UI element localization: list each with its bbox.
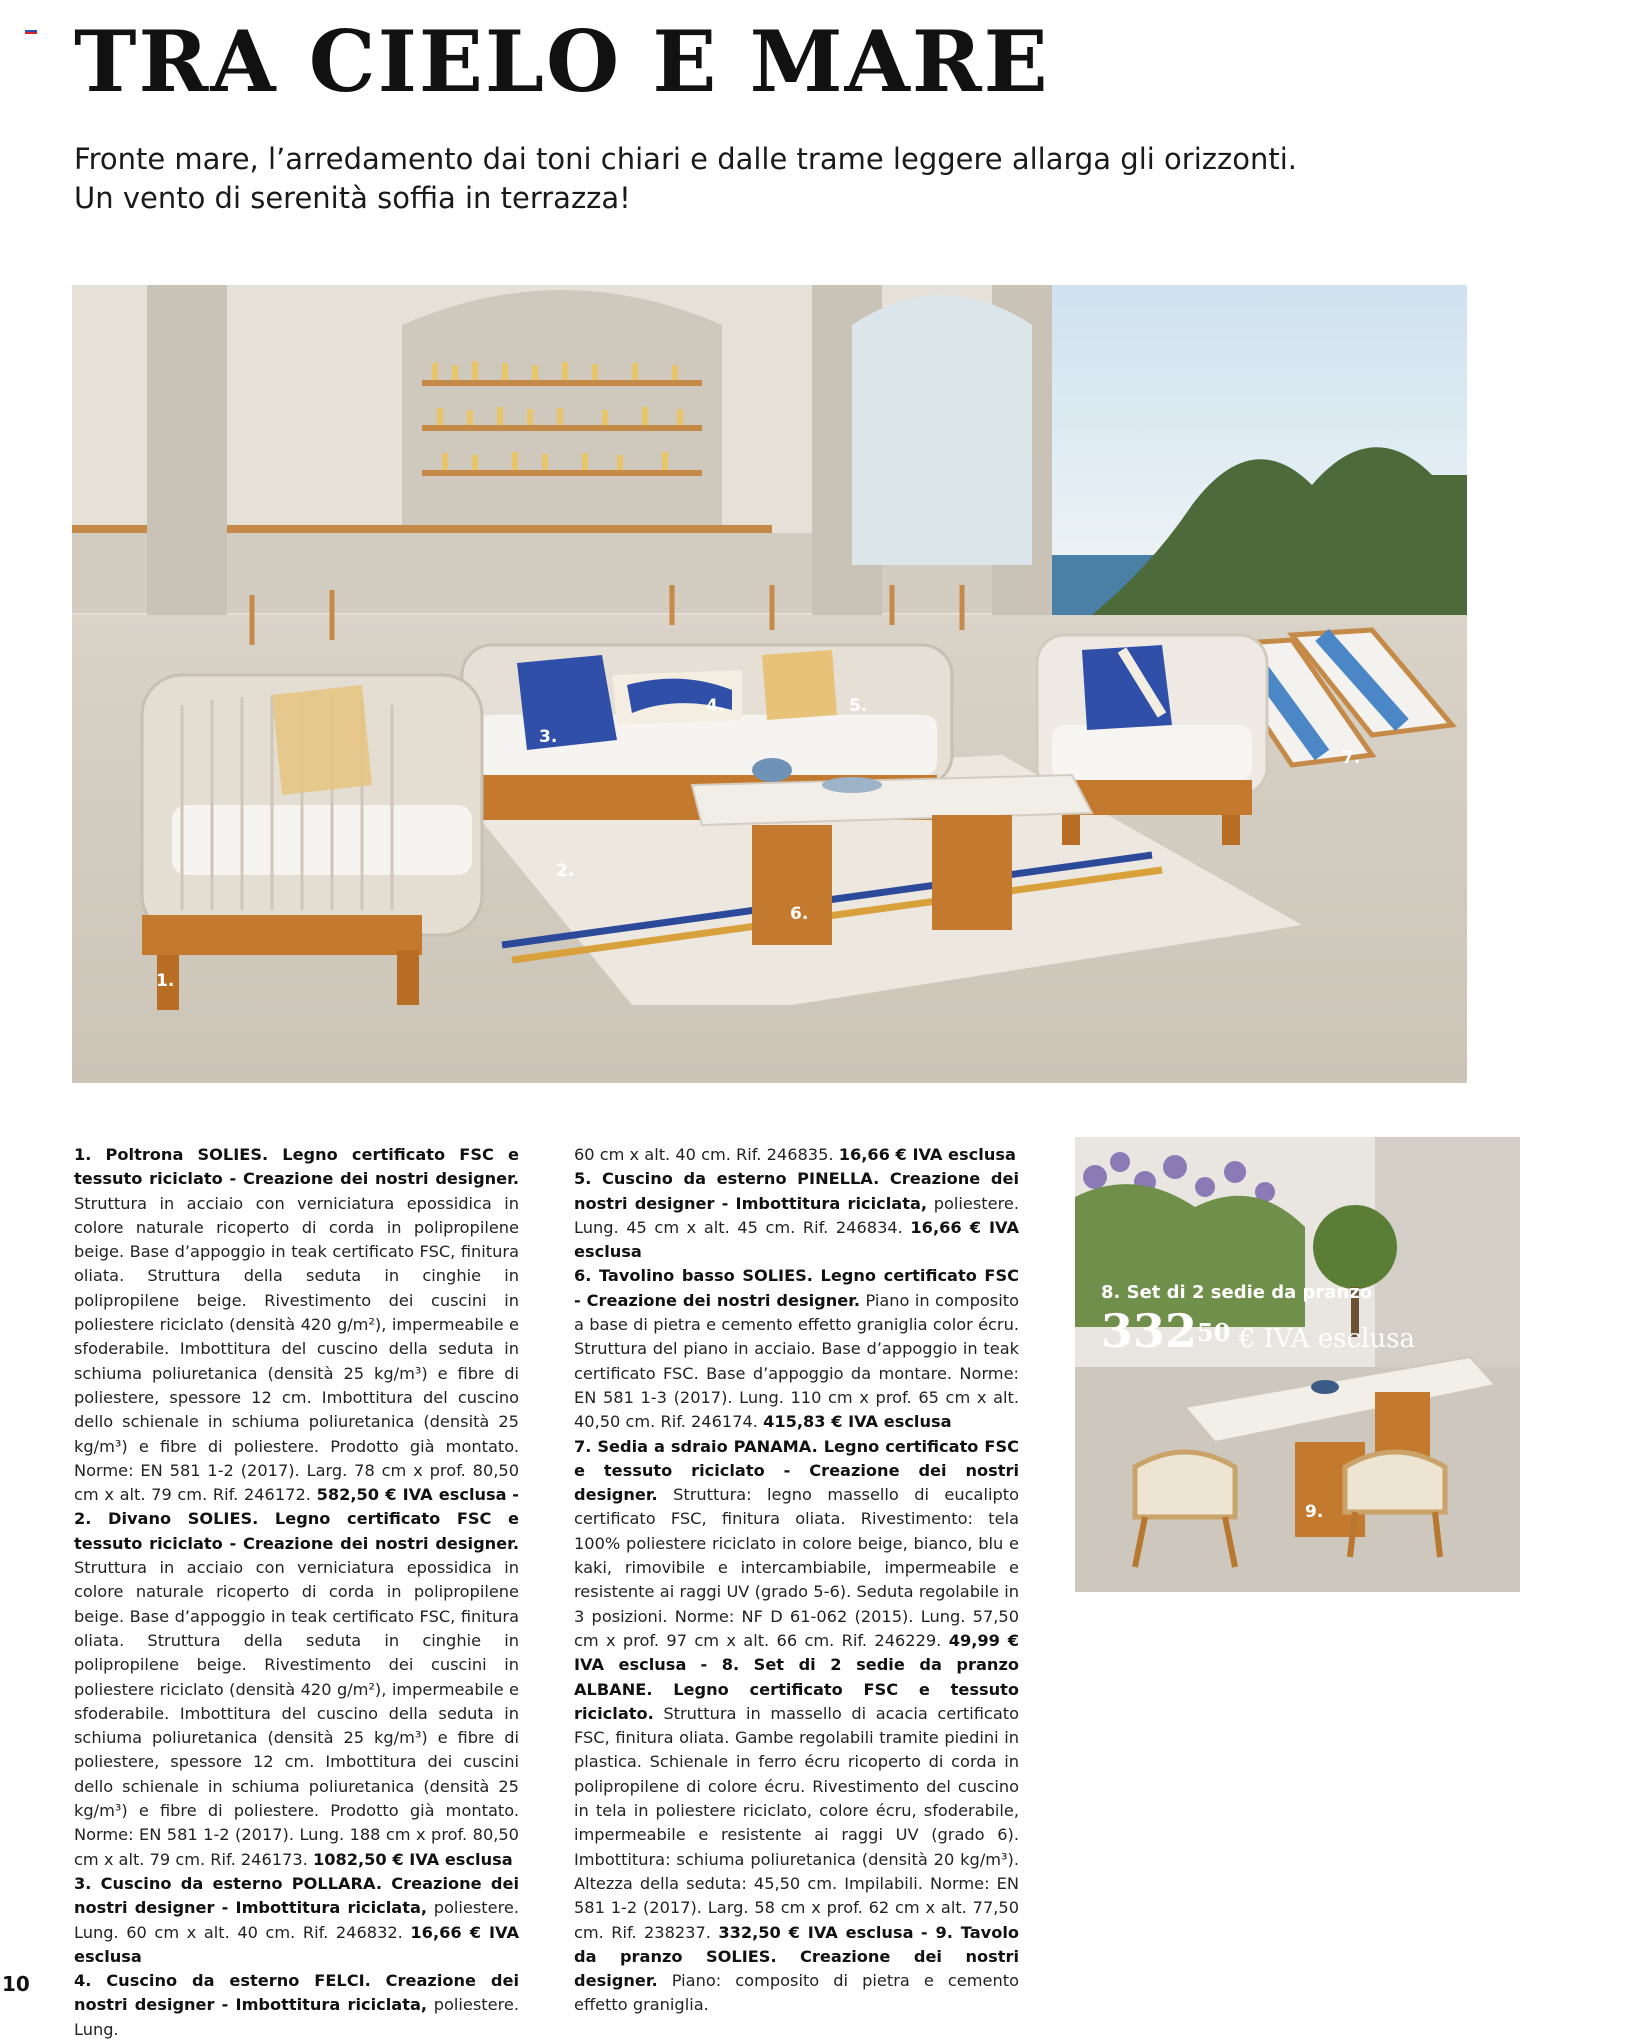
hero-illustration [72,285,1467,1083]
hero-number-4: 4. [706,696,725,716]
product-6-body: Piano in composito a base di pietra e cemento effetto graniglia color écru. Struttura del piano in acciaio. Base d’appoggio in teak certificato FSC. Base d’appoggio da montare. Norme: EN 581 1-3 (2017). Lung. 110 cm x prof. 65 cm x alt. 40,50 cm. Rif. 246174. [574,1290,1019,1432]
dining-set-price-suffix: € IVA esclusa [1230,1324,1416,1354]
product-4-price: 16,66 € IVA esclusa [838,1145,1016,1164]
dining-set-number-9: 9. [1305,1502,1324,1522]
product-8-title: - 8. Set di 2 sedie da pranzo ALBANE. Legno certificato FSC e tessuto riciclato. [574,1655,1019,1723]
intro-line-2: Un vento di serenità soffia in terrazza! [74,181,631,215]
hero-number-5: 5. [849,696,868,716]
hero-number-1: 1. [156,971,175,991]
page-number: 10 [2,1972,30,1996]
product-9-body: Piano: composito di pietra e cemento effetto graniglia. [574,1971,1019,2015]
product-1-price: 582,50 € IVA esclusa [316,1485,507,1505]
dining-set-label: 8. Set di 2 sedie da pranzo [1101,1282,1373,1303]
product-8-price: 332,50 € IVA esclusa [718,1922,914,1942]
product-text-column-1 [74,1143,519,2042]
product-6-title: 6. Tavolino basso SOLIES. Legno certificato FSC - Creazione dei nostri designer. [574,1266,1019,1310]
hero-number-7: 7. [1342,748,1361,768]
product-2-price: 1082,50 € IVA esclusa [312,1849,513,1869]
product-5-title: 5. Cuscino da esterno PINELLA. Creazione dei nostri designer - Imbottitura riciclata, [574,1169,1019,1213]
dining-set-photo [1075,1137,1520,1592]
product-3-body: poliestere. Lung. 60 cm x alt. 40 cm. Rif. 246832. [74,1898,519,1942]
hero-number-3: 3. [539,727,558,747]
product-7-body: Struttura: legno massello di eucalipto certificato FSC, finitura oliata. Rivestimento: tela 100% poliestere riciclato in colore beige, bianco, blu e kaki, rimovibile e intercambiabile, impermeabile e resistente ai raggi UV (grado 5-6). Seduta regolabile in 3 posizioni. Norme: NF D 61-062 (2015). Lung. 57,50 cm x prof. 97 cm x alt. 66 cm. Rif. 246229. [574,1485,1019,1650]
product-4-body-a: poliestere. Lung. [74,1995,519,2039]
intro-text [74,140,1474,218]
intro-line-1: Fronte mare, l’arredamento dai toni chiari e dalle trame leggere allarga gli orizzonti. [74,142,1297,176]
product-3-price: 16,66 € IVA esclusa [74,1922,520,1966]
product-5-price: 16,66 € IVA esclusa [574,1217,1020,1262]
product-6-price: 415,83 € IVA esclusa [763,1412,952,1432]
hero-photo [72,285,1467,1083]
product-1-body: Struttura in acciaio con verniciatura epossidica in colore naturale ricoperto di corda in polipropilene beige. Base d’appoggio in teak certificato FSC, finitura oliata. Struttura della seduta in cinghie in polipropilene beige. Rivestimento dei cuscini in poliestere riciclato (densità 420 g/m²), impermeabile e sfoderabile. Imbottitura del cuscino della seduta in schiuma poliuretanica (densità 25 kg/m³) e fibre di poliestere, spessore 12 cm. Imbottitura del cuscino dello schienale in schiuma poliuretanica (densità 25 kg/m³) e fibre di poliestere. Prodotto già montato. Norme: EN 581 1-2 (2017). Larg. 78 cm x prof. 80,50 cm x alt. 79 cm. Rif. 246172. [74,1193,519,1505]
product-3-title: 3. Cuscino da esterno POLLARA. Creazione dei nostri designer - Imbottitura riciclata, [74,1873,519,1918]
product-4-title: 4. Cuscino da esterno FELCI. Creazione dei nostri designer - Imbottitura riciclata, [74,1971,519,2015]
product-7-price: 49,99 € IVA esclusa [574,1630,1019,1675]
product-2-body: Struttura in acciaio con verniciatura epossidica in colore naturale ricoperto di corda in polipropilene beige. Base d’appoggio in teak certificato FSC, finitura oliata. Struttura della seduta in cinghie in polipropilene beige. Rivestimento dei cuscini in poliestere riciclato (densità 420 g/m²), impermeabile e sfoderabile. Imbottitura del cuscino della seduta in schiuma poliuretanica (densità 25 kg/m³) e fibre di poliestere, spessore 12 cm. Imbottitura dei cuscini dello schienale in schiuma poliuretanica (densità 25 kg/m³) e fibre di poliestere. Prodotto già montato. Norme: EN 581 1-2 (2017). Lung. 188 cm x prof. 80,50 cm x alt. 79 cm. Rif. 246173. [74,1558,519,1869]
product-7-title: 7. Sedia a sdraio PANAMA. Legno certificato FSC e tessuto riciclato - Creazione dei nostri designer. [574,1436,1019,1505]
product-text-column-2 [574,1143,1019,2018]
product-8-body: Struttura in massello di acacia certificato FSC, finitura oliata. Gambe regolabili tramite piedini in plastica. Schienale in ferro écru ricoperto di corda in polipropilene di colore écru. Rivestimento del cuscino in tela in poliestere riciclato, colore écru, sfoderabile, impermeabile e resistente ai raggi UV (grado 6). Imbottitura: schiuma poliuretanica (densità 20 kg/m³). Altezza della seduta: 45,50 cm. Impilabili. Norme: EN 581 1-2 (2017). Larg. 58 cm x prof. 62 cm x alt. 77,50 cm. Rif. 238237. [574,1703,1019,1942]
flag-icon [25,30,37,34]
product-9-title: - 9. Tavolo da pranzo SOLIES. Creazione dei nostri designer. [574,1922,1019,1991]
product-4-body-b: 60 cm x alt. 40 cm. Rif. 246835. [574,1145,834,1164]
dining-set-price-decimals: 50 [1197,1318,1231,1347]
hero-number-2: 2. [556,861,575,881]
hero-number-6: 6. [790,904,809,924]
dining-set-number-layer [1075,1137,1520,1592]
page-title: TRA CIELO E MARE [74,12,1050,111]
product-5-body: poliestere. Lung. 45 cm x alt. 45 cm. Rif. 246834. [574,1193,1019,1237]
product-2-title: - 2. Divano SOLIES. Legno certificato FSC e tessuto riciclato - Creazione dei nostri designer. [74,1485,519,1553]
dining-set-price-integer: 332 [1101,1304,1198,1358]
product-1-title: 1. Poltrona SOLIES. Legno certificato FSC e tessuto riciclato - Creazione dei nostri designer. [74,1145,519,1189]
